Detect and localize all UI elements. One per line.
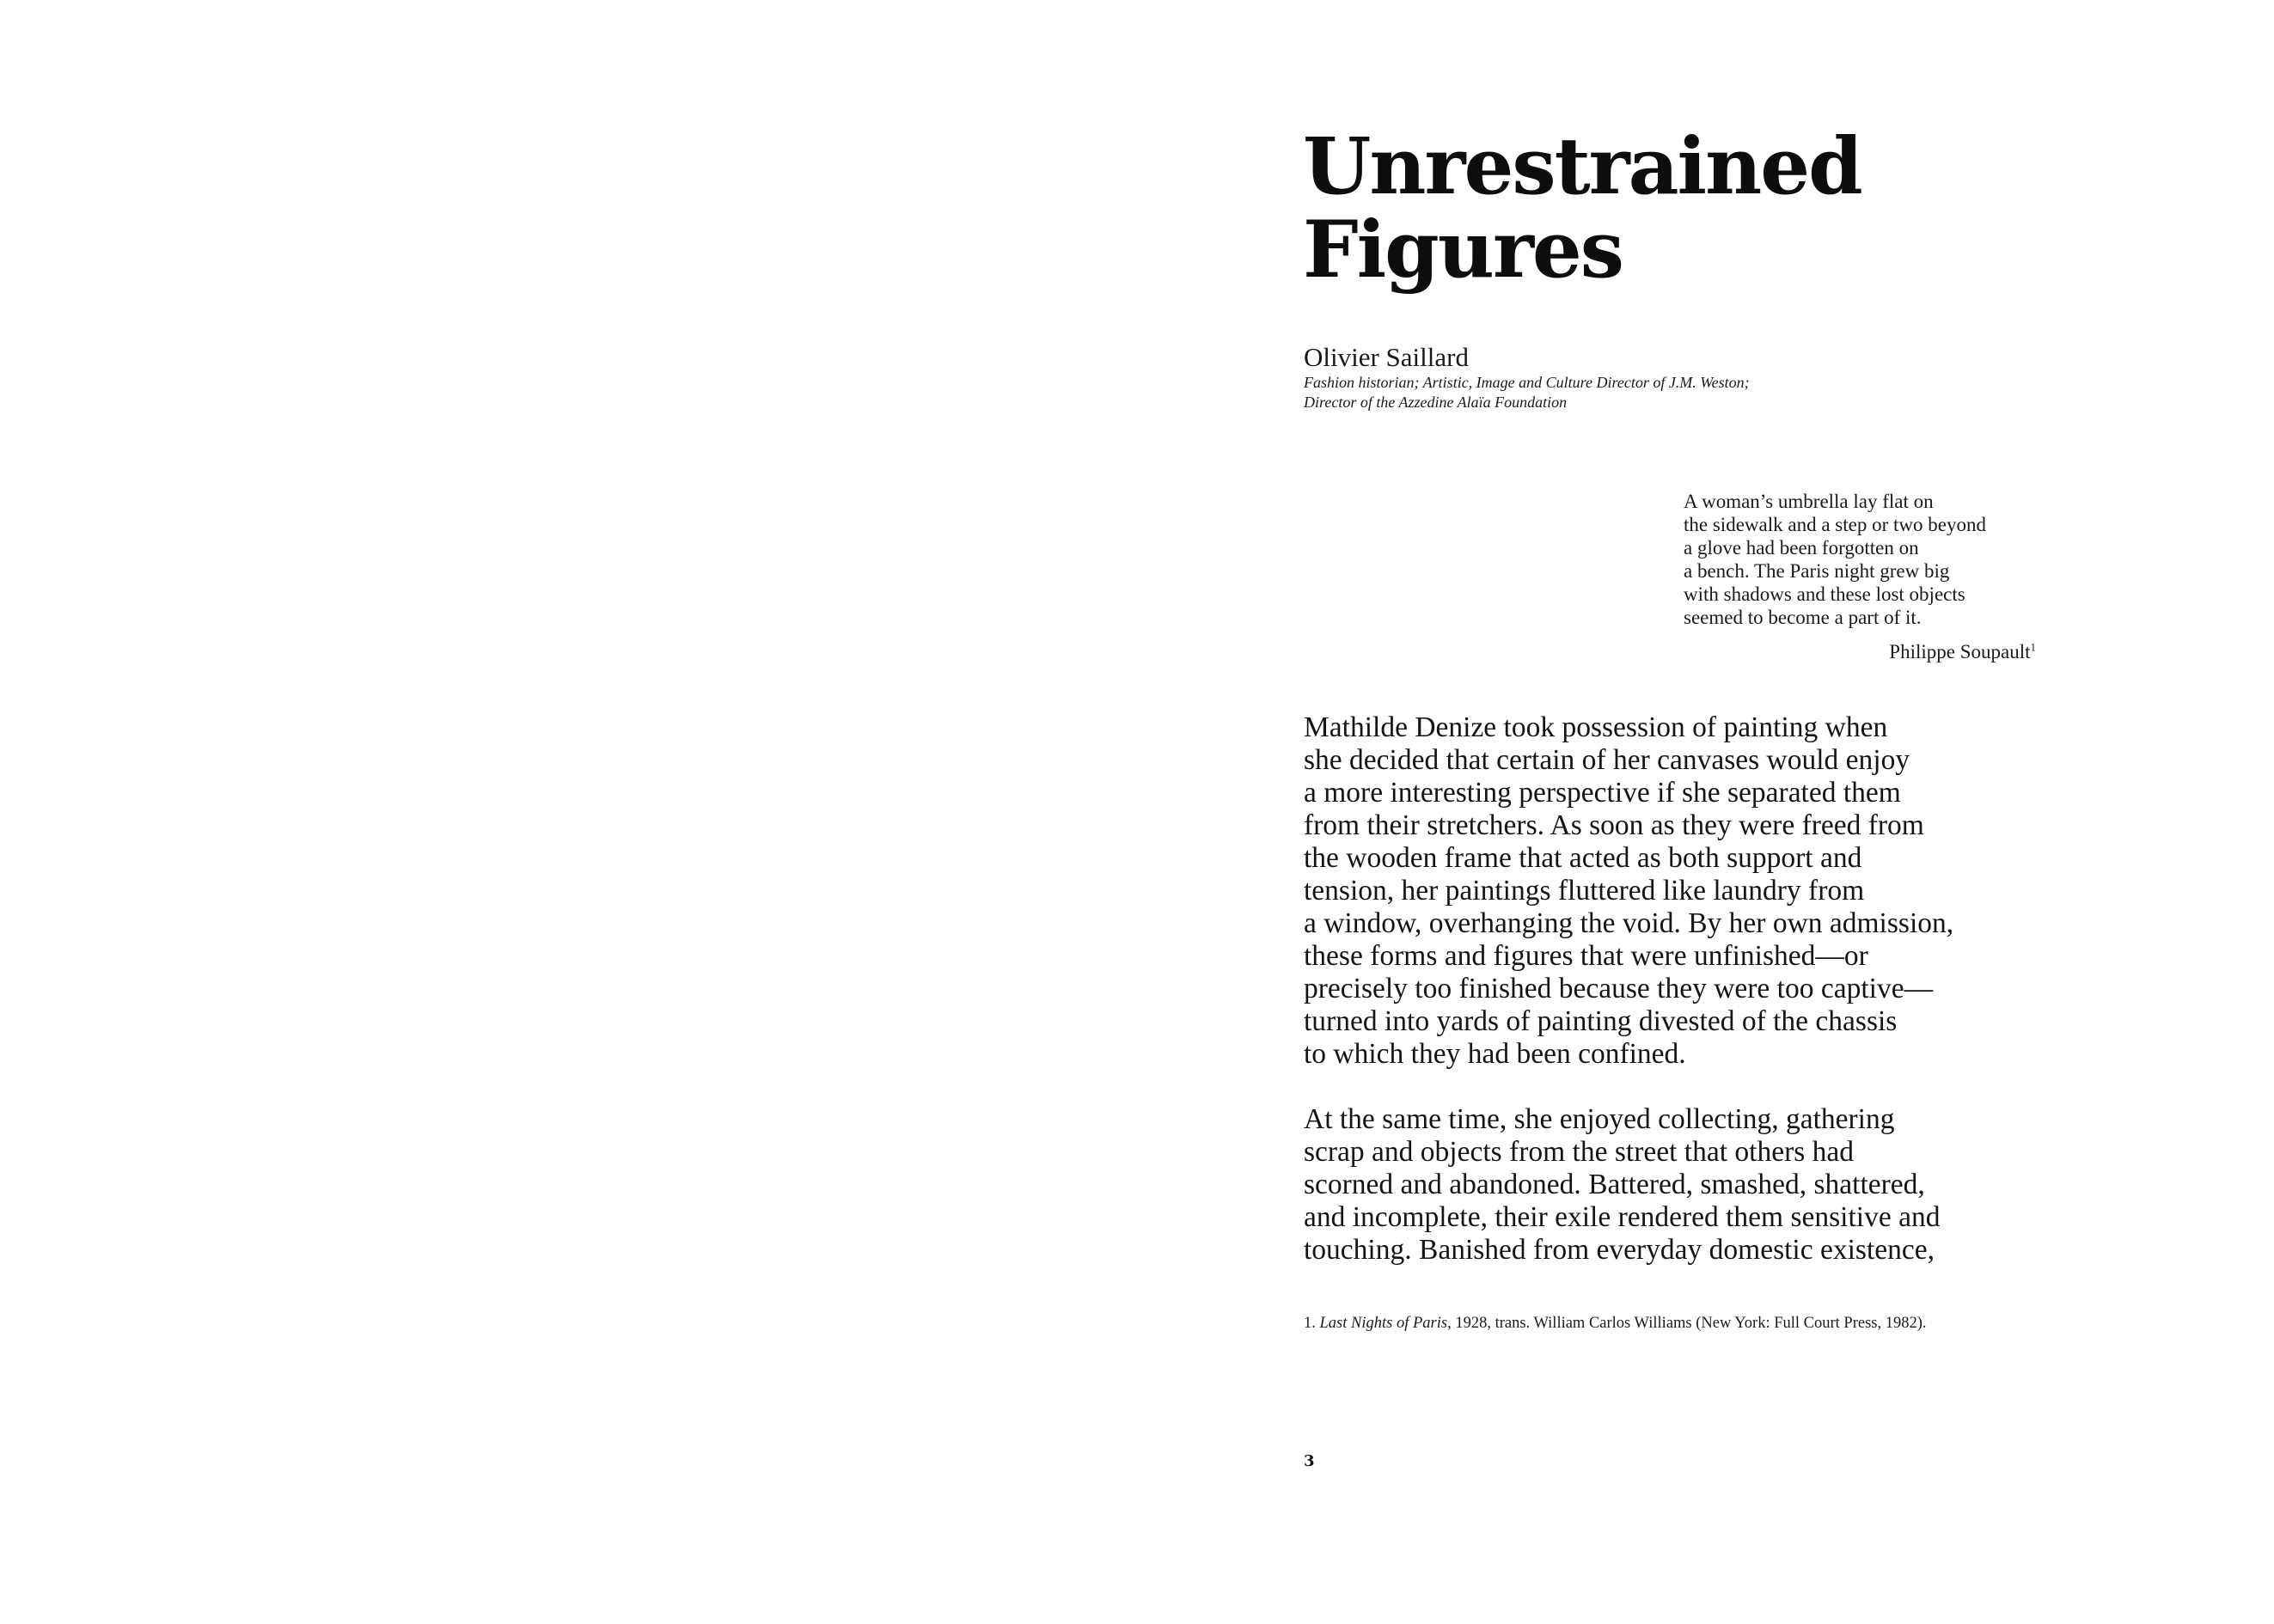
- footnote: [1304, 1314, 1927, 1333]
- body-line: At the same time, she enjoyed collecting, gathering: [1304, 1103, 1895, 1135]
- epigraph-line: A woman’s umbrella lay flat on: [1684, 491, 1934, 512]
- affiliation-line-2: Director of the Azzedine Alaïa Foundation: [1304, 394, 1568, 411]
- body-line: precisely too finished because they were too captive—: [1304, 973, 1934, 1004]
- epigraph-line: a bench. The Paris night grew big: [1684, 560, 1950, 582]
- right-page: [1137, 0, 2274, 1624]
- footnote-reference: 1: [2030, 640, 2036, 654]
- epigraph-line: a glove had been forgotten on: [1684, 537, 1919, 559]
- body-paragraph-2: [1304, 1103, 2043, 1267]
- epigraph-line: the sidewalk and a step or two beyond: [1684, 514, 1986, 535]
- title-line-1: Unrestrained: [1303, 121, 1861, 212]
- attribution-name: Philippe Soupault: [1889, 641, 2031, 662]
- body-line: Mathilde Denize took possession of painting when: [1304, 711, 1888, 743]
- body-line: a window, overhanging the void. By her own admission,: [1304, 907, 1954, 939]
- epigraph-line: seemed to become a part of it.: [1684, 607, 1922, 628]
- footnote-citation: , 1928, trans. William Carlos Williams (New York: Full Court Press, 1982).: [1447, 1315, 1927, 1332]
- body-line: scrap and objects from the street that others had: [1304, 1136, 1855, 1168]
- page-title: [1303, 121, 1861, 296]
- epigraph-attribution: [1684, 640, 2036, 663]
- footnote-book-title: Last Nights of Paris: [1319, 1315, 1448, 1332]
- page-number: 3: [1304, 1452, 1315, 1470]
- footnote-number: 1.: [1304, 1315, 1316, 1332]
- body-line: she decided that certain of her canvases would enjoy: [1304, 744, 1910, 776]
- body-line: the wooden frame that acted as both support and: [1304, 842, 1862, 874]
- body-line: a more interesting perspective if she separated them: [1304, 777, 1901, 809]
- body-line: turned into yards of painting divested of the chassis: [1304, 1005, 1898, 1037]
- body-line: these forms and figures that were unfinished—or: [1304, 940, 1868, 972]
- affiliation-line-1: Fashion historian; Artistic, Image and Culture Director of J.M. Weston;: [1304, 374, 1750, 391]
- author-affiliation: [1304, 373, 1750, 412]
- body-line: tension, her paintings fluttered like laundry from: [1304, 875, 1865, 907]
- body-line: from their stretchers. As soon as they were freed from: [1304, 809, 1924, 841]
- epigraph-line: with shadows and these lost objects: [1684, 583, 1965, 605]
- epigraph: [1684, 490, 2036, 629]
- body-line: and incomplete, their exile rendered them sensitive and: [1304, 1201, 1941, 1233]
- author-name: Olivier Saillard: [1304, 342, 1469, 372]
- body-line: touching. Banished from everyday domestic existence,: [1304, 1234, 1935, 1266]
- body-paragraph-1: [1304, 711, 2043, 1071]
- body-line: to which they had been confined.: [1304, 1038, 1686, 1070]
- title-line-2: Figures: [1303, 205, 1623, 296]
- body-line: scorned and abandoned. Battered, smashed, shattered,: [1304, 1169, 1925, 1200]
